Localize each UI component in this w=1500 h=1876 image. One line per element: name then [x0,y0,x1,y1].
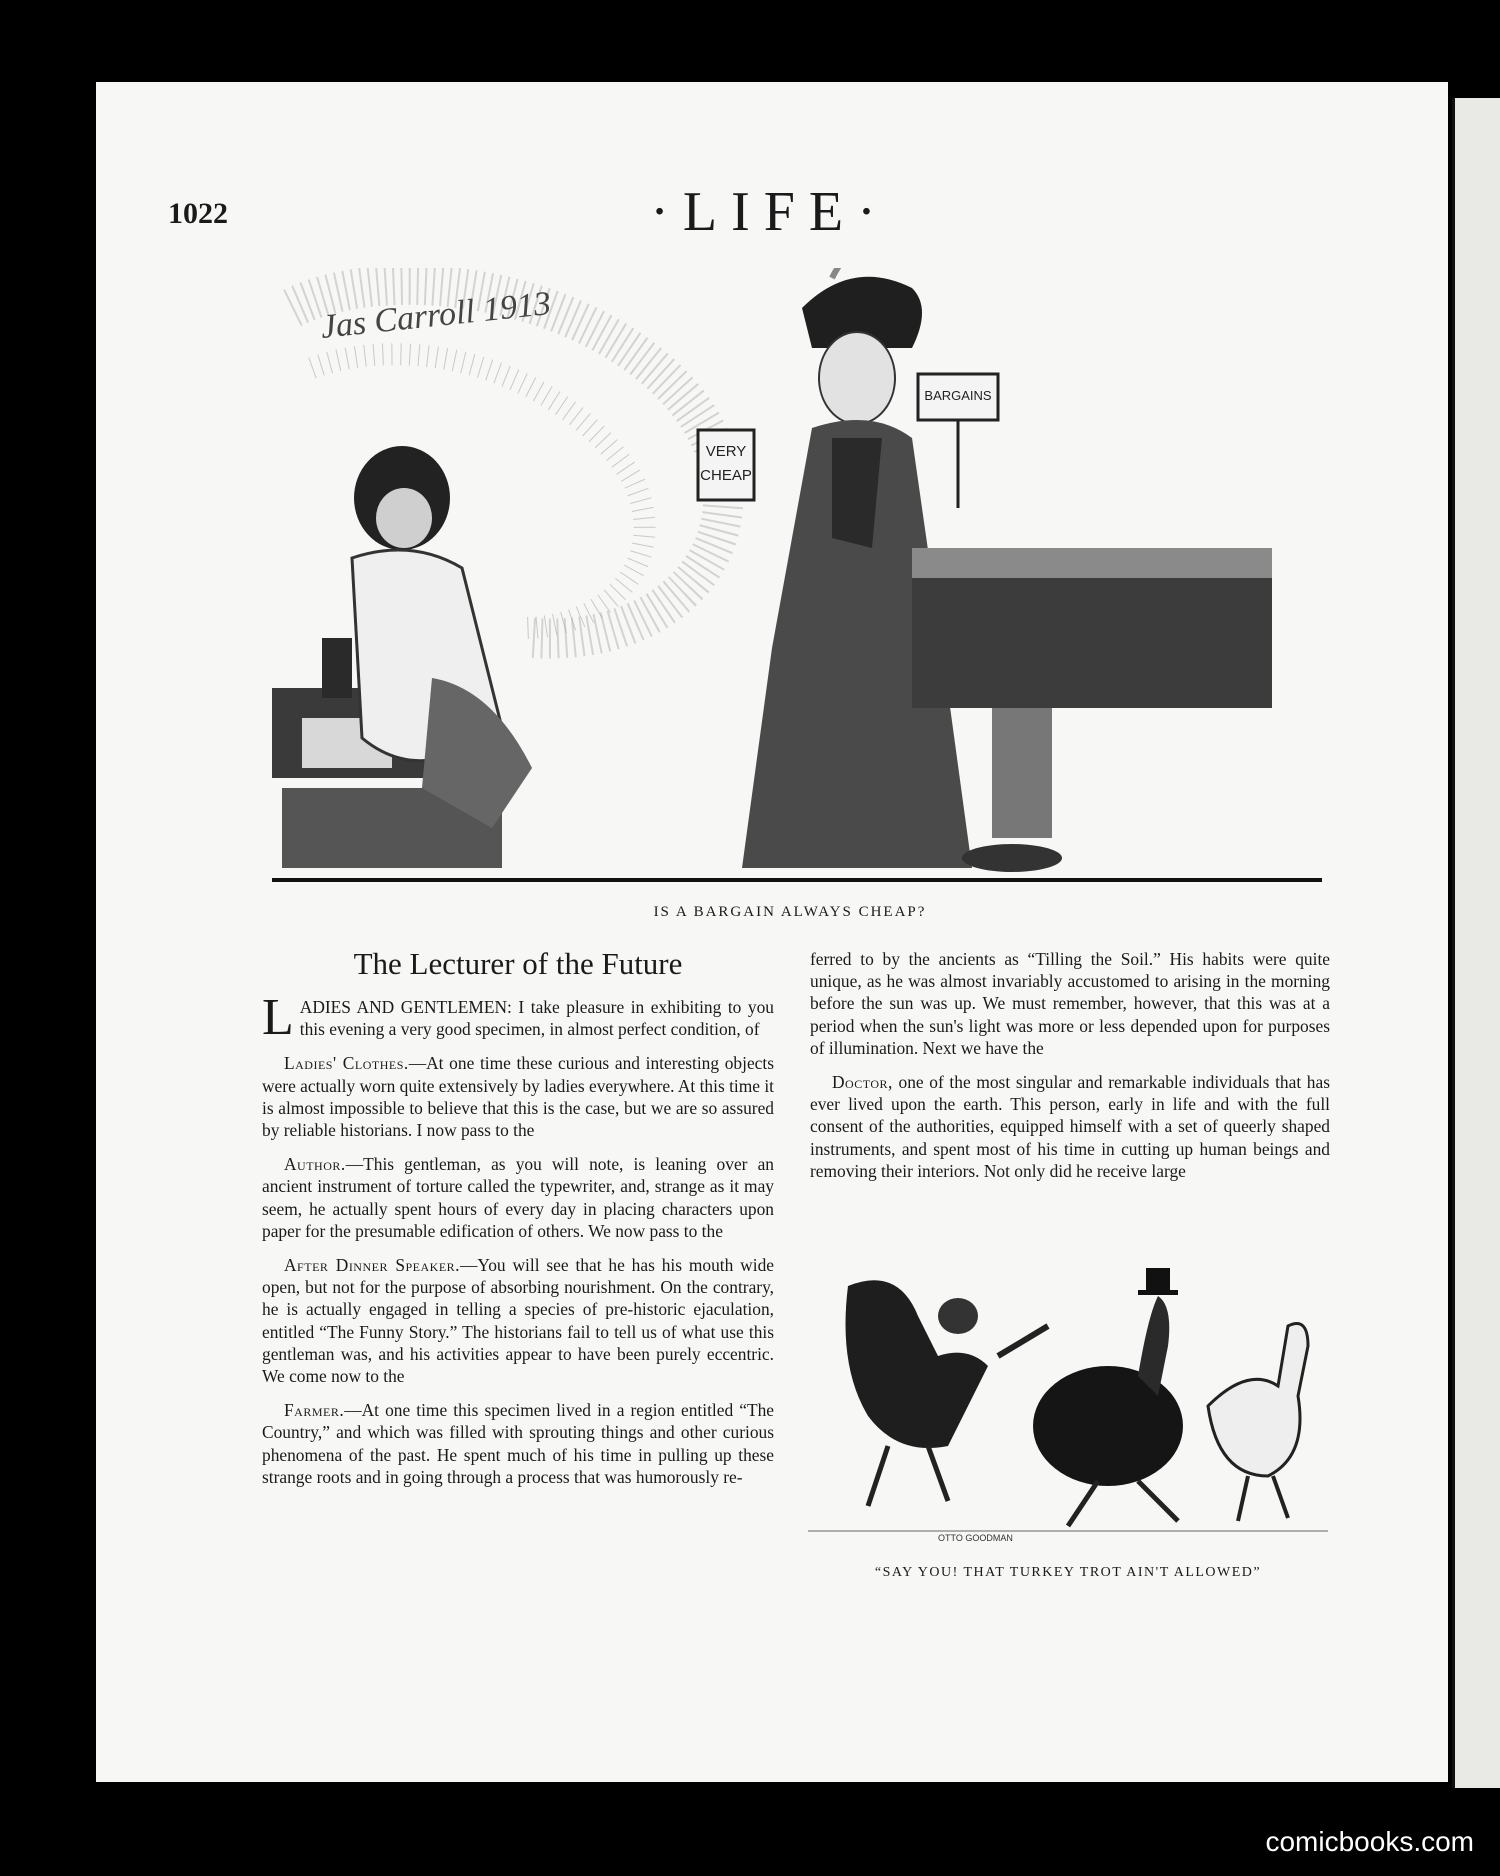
section-head: Ladies' Clothes. [284,1053,409,1074]
drop-cap: L [262,989,294,1046]
cartoon-signature: OTTO GOODMAN [938,1533,1013,1543]
continuation-paragraph: ferred to by the ancients as “Tilling the Soil.” His habits were quite unique, as he was almost invariably accustomed to arising in the morning before the sun was up. We must remember, however, that this was at a period when the sun's light was more or less depended upon for purposes of illumination. Next we have the [810,949,1330,1058]
intro-caps: ADIES AND GENTLEMEN: [299,997,512,1017]
intro-text: I take pleasure in exhibiting to you this evening a very good specimen, in almost perfect condition, of [299,997,774,1040]
store-counter [912,548,1272,872]
section-text: —You will see that he has his mouth wide open, but not for the purpose of absorbing nourishment. On the contrary, he is actually engaged in telling a species of pre-historic ejaculation, entitled “The Funny Story.” The historians fail to tell us of what use this gentleman was, and his activities appear to have been purely eccentric. We come now to the [262,1255,774,1387]
turkey-trot-illustration [808,1256,1328,1556]
section-text: —This gentleman, as you will note, is leaning over an ancient instrument of torture called the typewriter, and, strange as it may seem, he actually spent hours of every day in placing characters upon paper for the presumable edification of others. We now pass to the [262,1154,774,1241]
section-text: —At one time these curious and interesting objects were actually worn quite extensively by ladies everywhere. At this time it is almost impossible to believe that this is the case, but we are so assured by reliable historians. I now pass to the [262,1053,774,1141]
bargains-sign [918,374,998,508]
masthead-title: ·LIFE· [650,181,890,243]
rooster-figure [846,1280,1049,1506]
facing-page-edge [1452,98,1500,1788]
section-paragraph [262,1399,774,1488]
article-column-left [262,989,774,1500]
section-head: Farmer. [284,1400,345,1421]
article-column-right [810,948,1330,1194]
svg-text:Jas Carroll 1913: Jas Carroll 1913 [318,285,553,346]
intro-paragraph [262,989,774,1046]
section-paragraph [262,1153,774,1242]
section-text: one of the most singular and remarkable individuals that has ever lived upon the earth. This person, early in life and with the full consent of the authorities, equipped himself with a set of queerly shaped instruments, and spent most of his time in cutting up human beings and removing their interiors. Not only did he receive large [810,1072,1330,1181]
section-head: Author. [284,1154,346,1175]
section-paragraph [262,1254,774,1387]
section-paragraph [262,1052,774,1141]
page-number: 1022 [168,197,228,230]
svg-text:BARGAINS: BARGAINS [924,388,992,403]
section-head: Doctor, [832,1072,893,1093]
section-paragraph [810,1071,1330,1182]
hen-figure [1208,1324,1308,1522]
section-head: After Dinner Speaker. [284,1255,461,1276]
section-text: —At one time this specimen lived in a region entitled “The Country,” and which was filled with sprouting things and other curious phenomena of the past. He spent much of his time in pulling up these strange roots and in going through a process that was humorously re- [262,1400,774,1487]
article-title: The Lecturer of the Future [353,946,683,981]
bargain-illustration [272,268,1322,888]
watermark: comicbooks.com [1265,1826,1474,1857]
turkey-figure [1033,1268,1183,1526]
very-cheap-sign [698,430,754,500]
svg-text:VERY: VERY [705,443,747,460]
svg-text:CHEAP: CHEAP [700,467,752,484]
illustration-caption: IS A BARGAIN ALWAYS CHEAP? [653,904,927,920]
cartoon-caption: “SAY YOU! THAT TURKEY TROT AIN'T ALLOWED” [874,1565,1262,1580]
